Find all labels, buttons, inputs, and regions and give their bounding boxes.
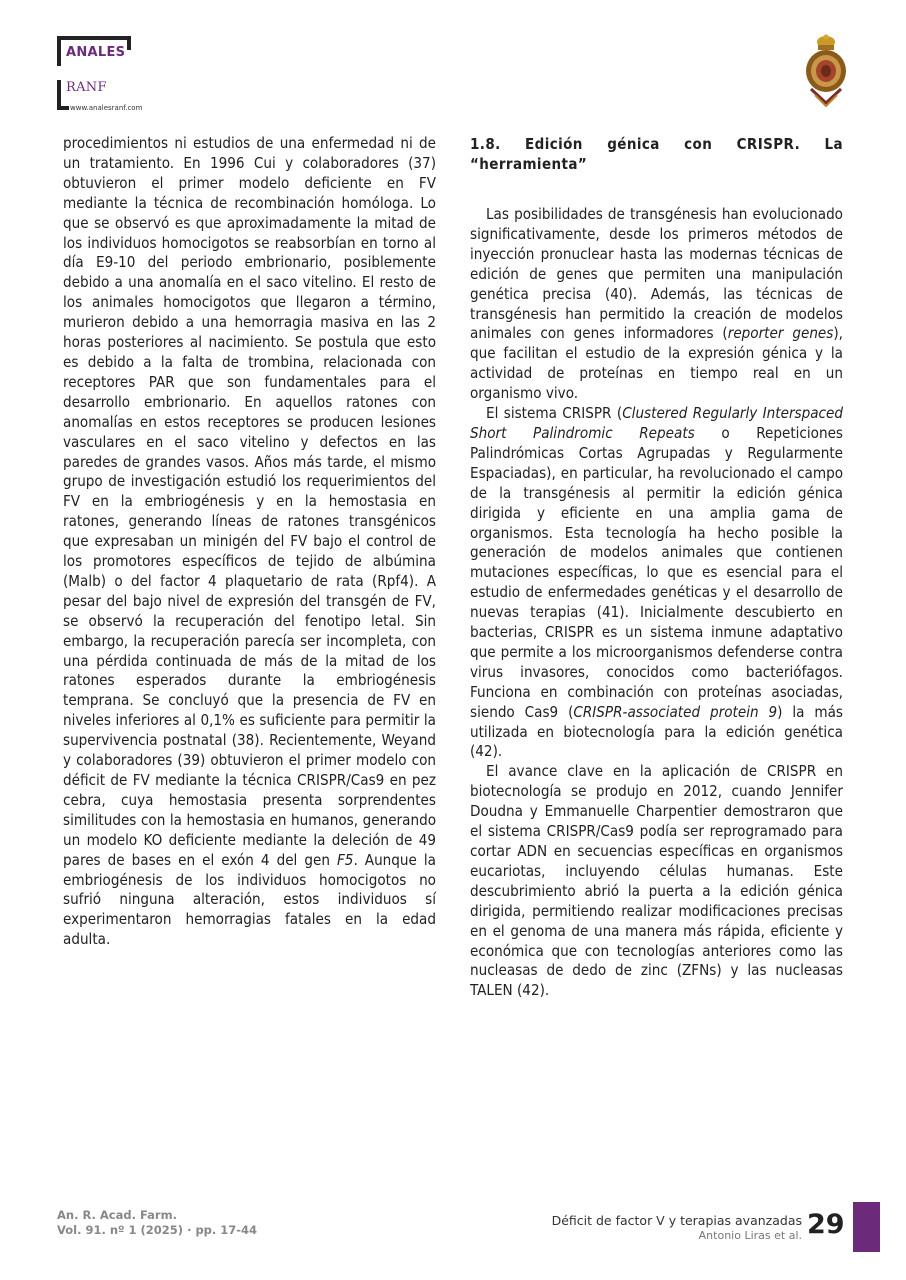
left-column [63,134,436,950]
section-heading-line1: 1.8. Edición génica con CRISPR. La [470,135,843,153]
body-paragraph-3: El avance clave en la aplicación de CRISPR en biotecnología se produjo en 2012, cuando Jennifer Doudna y Emmanuelle Charpentier demostraron que el sistema CRISPR/Cas9 podía ser reprogramado para cortar ADN en secuencias específicas en organismos eucariotas, incluyendo células humanas. Este descubrimiento abrió la puerta a la edición génica dirigida, permitiendo realizar modificaciones precisas en el genoma de una manera más rápida, eficiente y económica que con tecnologías anteriores como las nucleasas de dedo de zinc (ZFNs) y las nucleasas TALEN (42). [470,762,843,1000]
p2-text-c: ) la más utilizada en biotecnología para la edición genética (42). [470,702,843,761]
logo-frame-left-top [57,36,61,66]
right-column [470,134,843,1001]
logo-frame-right-top [127,36,131,50]
p1-italic: reporter genes [727,324,834,343]
paragraph-text-end: . Aunque la embriogénesis de los individuos homocigotos no sufrió ninguna alteración, estos individuos sí experimentaron hemorragias fatales en la edad adulta. [63,850,436,949]
section-heading-line2: “herramienta” [470,155,588,173]
p1-text-b: ), que facilitan el estudio de la expresión génica y la actividad de proteínas en tiempo real en un organismo vivo. [470,324,843,403]
logo-anales-text: ANALES [66,45,126,60]
p2-text-b: o Repeticiones Palindrómicas Cortas Agrupadas y Regularmente Espaciadas), en particular, ha revolucionado el campo de la transgénesis al permitir la edición génica dirigida y eficiente en una amplia gama de organismos. Esta tecnología ha hecho posible la generación de modelos animales que contienen mutaciones específicas, lo que es esencial para el estudio de enfermedades genéticas y el desarrollo de nuevas terapias (41). Inicialmente descubierto en bacterias, CRISPR es un sistema inmune adaptativo que permite a los microorganismos defenderse contra virus invasores, conocidos como bacteriófagos. Funciona en combinación con proteínas asociadas, siendo Cas9 ( [470,423,843,721]
p2-text-a: El sistema CRISPR ( [486,404,623,423]
logo-frame-top [57,36,131,40]
logo-ranf-text: RANF [66,80,107,95]
footer-article-info [552,1213,802,1243]
p2-italic-2: CRISPR-associated protein 9 [573,702,778,721]
logo-url: www.analesranf.com [70,104,143,112]
page-number: 29 [807,1209,845,1240]
body-paragraph-1 [470,205,843,404]
footer-citation [57,1208,257,1238]
footer-journal: An. R. Acad. Farm. [57,1208,177,1222]
footer-article-title: Déficit de factor V y terapias avanzadas [551,1213,802,1228]
p2-italic-1: Clustered Regularly Interspaced Short Palindromic Repeats [470,404,844,442]
section-heading [470,134,843,174]
p1-text-a: Las posibilidades de transgénesis han evolucionado significativamente, desde los primeros métodos de inyección pronuclear hasta las modernas técnicas de edición de genes que permiten una manipulación genética precisa (40). Además, las técnicas de transgénesis han permitido la creación de modelos animales con genes informadores ( [470,205,843,343]
logo-frame-bottom [57,106,69,110]
journal-logo [57,36,187,116]
academy-crest-icon [803,33,849,107]
page-tab [853,1202,880,1252]
paragraph-text: procedimientos ni estudios de una enfermedad ni de un tratamiento. En 1996 Cui y colaboradores (37) obtuvieron el primer modelo deficiente en FV mediante la técnica de recombinación homóloga. Lo que se observó es que aproximadamente la mitad de los individuos homocigotos se reabsorbían en torno al día E9-10 del periodo embrionario, posiblemente debido a una anomalía en el saco vitelino. El resto de los animales homocigotos que llegaron a término, murieron debido a una hemorragia masiva en las 2 horas posteriores al nacimiento. Se postula que esto es debido a la falta de trombina, relacionada con receptores PAR que son fundamentales para el desarrollo embrionario. En aquellos ratones con anomalías en estos receptores se producen lesiones vasculares en el saco vitelino y defectos en las paredes de grandes vasos. Años más tarde, el mismo grupo de investigación estudió los requerimientos del FV en la embriogénesis y en la hemostasia en ratones, generando líneas de ratones transgénicos que expresaban un minigén del FV bajo el control de los promotores específicos de tejido de albúmina (Malb) o del factor 4 plaquetario de rata (Rpf4). A pesar del bajo nivel de expresión del transgén de FV, se observó la recuperación del fenotipo letal. Sin embargo, la recuperación parecía ser incompleta, con una pérdida continuada de más de la mitad de los ratones esperados durante la embriogénesis temprana. Se concluyó que la presencia de FV en niveles inferiores al 0,1% es suficiente para permitir la supervivencia postnatal (38). Recientemente, Weyand y colaboradores (39) obtuvieron el primer modelo con déficit de FV mediante la técnica CRISPR/Cas9 en pez cebra, cuya hemostasia presenta sorprendentes similitudes con la hemostasia en humanos, generando un modelo KO deficiente mediante la deleción de 49 pares de bases en el exón 4 del gen [63,134,436,869]
footer-authors: Antonio Liras et al. [698,1229,802,1242]
gene-name: F5 [336,850,354,869]
body-paragraph [63,134,436,950]
footer-volume: Vol. 91. nº 1 (2025) · pp. 17-44 [57,1223,258,1237]
body-paragraph-2 [470,404,843,762]
